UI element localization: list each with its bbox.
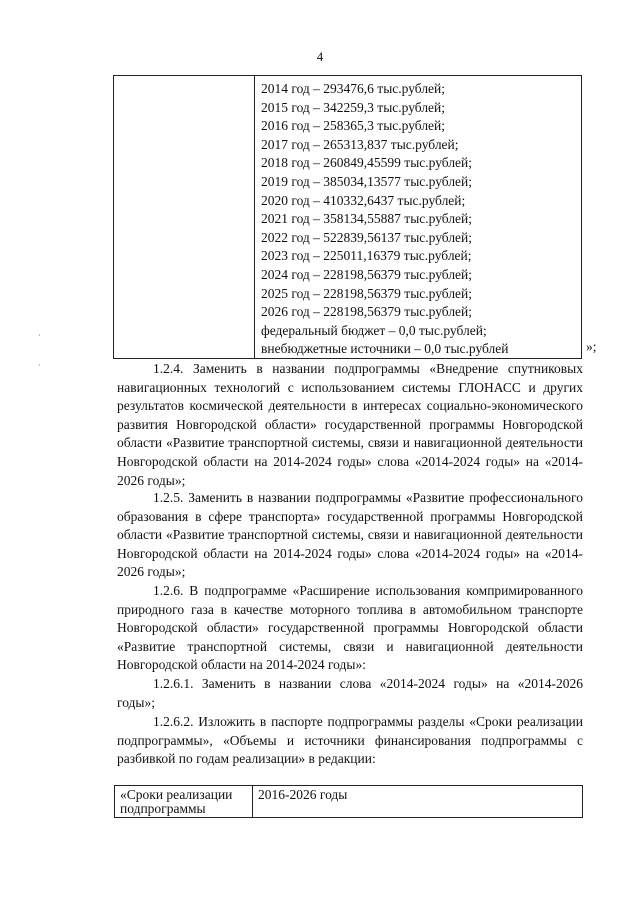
funding-line: 2017 год – 265313,837 тыс.рублей;	[261, 136, 459, 152]
table-column-divider	[252, 786, 253, 817]
funding-line: 2018 год – 260849,45599 тыс.рублей;	[261, 155, 473, 171]
funding-line-extrabudget: внебюджетные источники – 0,0 тыс.рублей	[261, 341, 509, 357]
funding-line: 2024 год – 228198,56379 тыс.рублей;	[261, 266, 473, 282]
funding-line: 2023 год – 225011,16379 тыс.рублей;	[261, 248, 472, 264]
funding-list	[261, 80, 579, 359]
terms-value: 2016-2026 годы	[258, 787, 348, 802]
funding-line: 2020 год – 410332,6437 тыс.рублей;	[261, 192, 466, 208]
funding-table	[113, 75, 582, 359]
paragraph-text: 1.2.6. В подпрограмме «Расширение использования компримированного природного газа в качестве моторного топлива в автомобильном транспорте Новгородской области» государственной программы Новгородской области «Развитие транспортной системы, связи и навигационной деятельности Новгородской области на 2014-2024 годы»:	[117, 583, 583, 673]
terms-label: «Сроки реализации подпрограммы	[120, 787, 233, 816]
funding-line: 2022 год – 522839,56137 тыс.рублей;	[261, 229, 473, 245]
paragraph-1-2-6	[117, 582, 583, 675]
funding-line: 2014 год – 293476,6 тыс.рублей;	[261, 81, 446, 96]
page-number: 4	[316, 49, 324, 64]
paragraph-1-2-4	[117, 360, 583, 490]
paragraph-text: 1.2.6.2. Изложить в паспорте подпрограммы разделы «Сроки реализации подпрограммы», «Объемы и источники финансирования подпрограммы с разбивкой по годам реализации» в редакции:	[117, 714, 583, 767]
paragraph-1-2-5	[117, 489, 583, 582]
paragraph-text: 1.2.5. Заменить в названии подпрограммы «Развитие профессионального образования в сфере транспорта» государственной программы Новгородской области «Развитие транспортной системы, связи и навигационной деятельности Новгородской области на 2014-2024 годы» слова «2014-2024 годы» на «2014-2026 годы»;	[117, 490, 583, 580]
table-bottom-border-left	[113, 358, 254, 359]
paragraph-text: 1.2.6.1. Заменить в названии слова «2014-2024 годы» на «2014-2026 годы»;	[117, 676, 583, 710]
funding-line: 2026 год – 228198,56379 тыс.рублей;	[261, 304, 473, 320]
table-column-divider	[254, 76, 255, 359]
funding-line: 2016 год – 258365,3 тыс.рублей;	[261, 118, 446, 134]
terms-table	[114, 785, 583, 818]
funding-line: 2021 год – 358134,55887 тыс.рублей;	[261, 211, 473, 227]
closing-quote: »;	[586, 339, 597, 354]
paragraph-text: 1.2.4. Заменить в названии подпрограммы «Внедрение спутниковых навигационных технологий с использованием системы ГЛОНАСС и других результатов космической деятельности в интересах социально-экономического развития Новгородской области» государственной программы Новгородской области «Развитие транспортной системы, связи и навигационной деятельности Новгородской области на 2014-2024 годы» слова «2014-2024 годы» на «2014-2026 годы»;	[117, 361, 583, 488]
funding-line: 2019 год – 385034,13577 тыс.рублей;	[261, 173, 473, 189]
paragraph-1-2-6-1	[117, 675, 583, 712]
funding-line-federal: федеральный бюджет – 0,0 тыс.рублей;	[261, 322, 487, 338]
scan-specks: · ·	[38, 330, 41, 370]
funding-line: 2025 год – 228198,56379 тыс.рублей;	[261, 285, 473, 301]
paragraph-1-2-6-2	[117, 713, 583, 769]
funding-line: 2015 год – 342259,3 тыс.рублей;	[261, 99, 446, 115]
